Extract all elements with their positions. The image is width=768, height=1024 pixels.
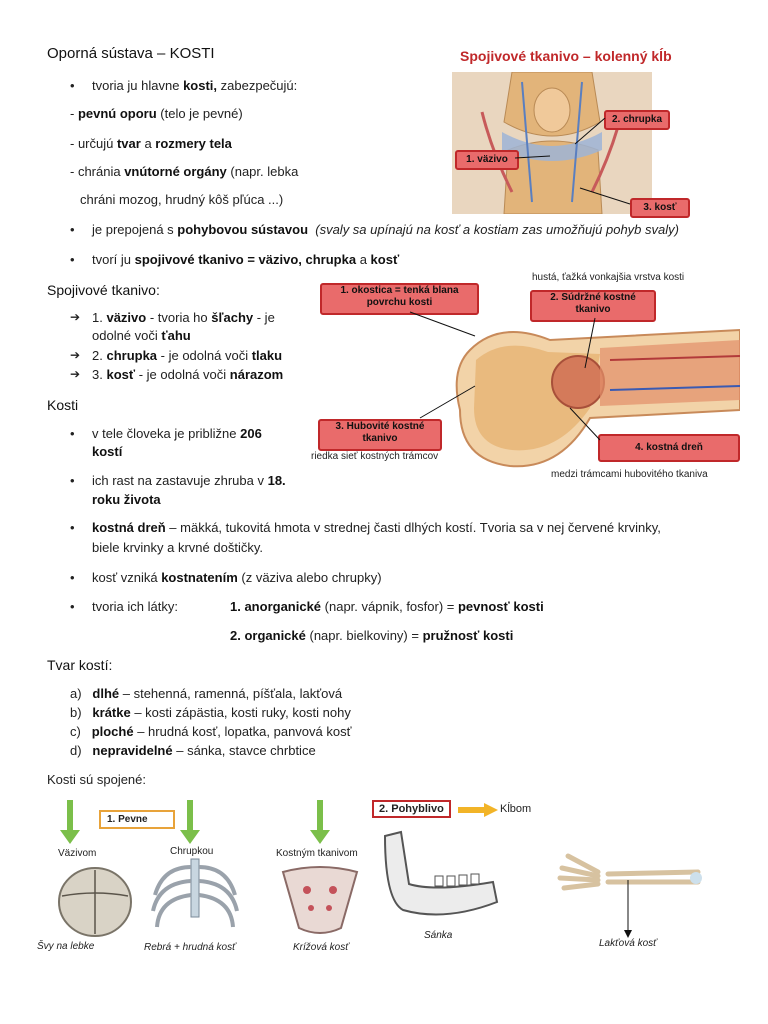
bone-label-sudrzne: 2. Súdržné kostné tkanivo <box>530 290 656 322</box>
knee-label-kost: 3. kosť <box>630 198 690 218</box>
bone-label-dren: 4. kostná dreň <box>598 434 740 462</box>
label-klbom: Kĺbom <box>500 803 532 815</box>
bullet-kosti: • tvoria ju hlavne kosti, zabezpečujú: <box>92 78 297 93</box>
knee-label-vazivo: 1. väzivo <box>455 150 519 170</box>
joints-title: Kosti sú spojené: <box>47 772 147 787</box>
shapes-title: Tvar kostí: <box>47 657 113 673</box>
bullet-206-cont: kostí <box>92 444 123 459</box>
caption-sanka: Sánka <box>424 930 453 941</box>
label-pohyblivo: 2. Pohyblivo <box>372 800 451 818</box>
bullet-kostnatenie: • kosť vzniká kostnatením (z väziva alebo chrupky) <box>92 570 382 585</box>
page-title: Oporná sústava – KOSTI <box>47 45 215 62</box>
caption-laktova: Lakťová kosť <box>599 938 657 949</box>
forearm-pointer <box>620 880 636 940</box>
shape-item-nepravidelne: d) nepravidelné – sánka, stavce chrbtice <box>70 743 316 758</box>
tissue-item-kost: ➔ 3. kosť - je odolná voči nárazom <box>92 367 283 382</box>
latky-organicke: 2. organické (napr. bielkoviny) = pružnosť kosti <box>230 628 514 643</box>
col-kostnym: Kostným tkanivom <box>276 848 358 859</box>
bone-top-note: hustá, ťažká vonkajšia vrstva kosti <box>532 272 685 283</box>
bullet-tvori: • tvorí ju spojivové tkanivo = väzivo, chrupka a kosť <box>92 252 399 267</box>
green-arrows <box>50 800 350 850</box>
caption-rebra: Rebrá + hrudná kosť <box>144 942 236 953</box>
line-chrania: - chránia vnútorné orgány (napr. lebka <box>70 164 299 179</box>
caption-krizova: Krížová kosť <box>293 942 349 953</box>
bone-label-okostica: 1. okostica = tenká blana povrchu kosti <box>320 283 479 315</box>
knee-title: Spojivové tkanivo – kolenný kĺb <box>460 48 672 64</box>
col-vazivom: Väzivom <box>58 848 97 859</box>
bullet-kostna-dren: • kostná dreň – mäkká, tukovitá hmota v strednej časti dlhých kostí. Tvoria sa v nej červené krvinky, <box>92 520 732 535</box>
sacrum-image <box>275 862 365 938</box>
bullet-prepojena: • je prepojená s pohybovou sústavou (svaly sa upínajú na kosť a kostiam zas umožňujú pohyb svaly) <box>92 222 732 237</box>
bullet-206: • v tele človeka je približne 206 <box>92 426 262 441</box>
bullet-rast-cont: roku života <box>92 492 161 507</box>
mandible-image <box>375 826 505 930</box>
bone-pointer-lines <box>400 300 700 450</box>
shape-item-ploche: c) ploché – hrudná kosť, lopatka, panvová kosť <box>70 724 352 739</box>
bone-label-hubovite: 3. Hubovité kostné tkanivo <box>318 419 442 451</box>
line-pevnu-oporu: - pevnú oporu (telo je pevné) <box>70 106 243 121</box>
shape-item-kratke: b) krátke – kosti zápästia, kosti ruky, kosti nohy <box>70 705 351 720</box>
bone-note-dren: medzi trámcami hubovitého tkaniva <box>551 469 708 480</box>
tissue-item-vazivo-cont: odolné voči ťahu <box>92 328 191 343</box>
knee-label-chrupka: 2. chrupka <box>604 110 670 130</box>
ribcage-image <box>145 855 245 939</box>
knee-pointer-lines <box>505 118 695 208</box>
latky-anorganicke: 1. anorganické (napr. vápnik, fosfor) = pevnosť kosti <box>230 599 544 614</box>
label-pevne: 1. Pevne <box>99 810 175 829</box>
tissue-title: Spojivové tkanivo: <box>47 282 160 298</box>
line-tvar: - určujú tvar a rozmery tela <box>70 136 232 151</box>
bullet-kostna-dren-cont: biele krvinky a krvné doštičky. <box>92 540 263 555</box>
col-chrupkou: Chrupkou <box>170 846 214 857</box>
gold-arrow-icon <box>458 803 498 817</box>
skull-sutures-image <box>50 862 140 938</box>
kosti-title: Kosti <box>47 397 79 413</box>
shape-item-dlhe: a) dlhé – stehenná, ramenná, píšťala, lakťová <box>70 686 343 701</box>
bullet-rast: • ich rast na zastavuje zhruba v 18. <box>92 473 286 488</box>
tissue-item-chrupka: ➔ 2. chrupka - je odolná voči tlaku <box>92 348 282 363</box>
bone-note-hubovite: riedka sieť kostných trámcov <box>311 451 439 462</box>
caption-svy: Švy na lebke <box>37 941 95 952</box>
tissue-item-vazivo: ➔ 1. väzivo - tvoria ho šľachy - je <box>92 310 275 325</box>
line-chrani-mozog: chráni mozog, hrudný kôš pľúca ...) <box>80 192 284 207</box>
bullet-latky: • tvoria ich látky: <box>92 599 178 614</box>
